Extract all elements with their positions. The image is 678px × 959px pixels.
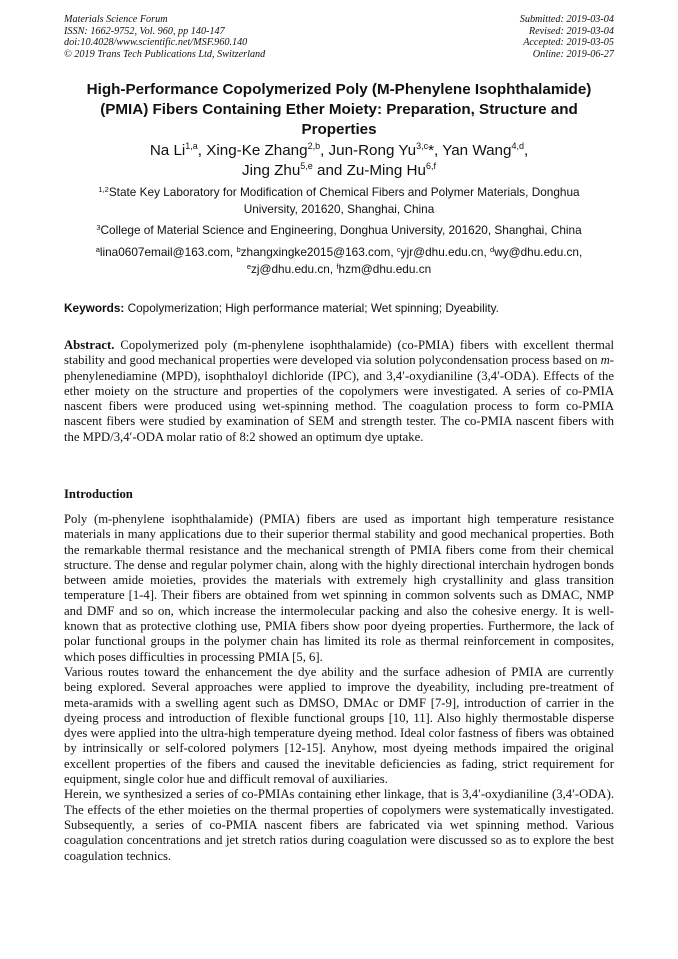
author-marker: 3,c (416, 141, 429, 151)
date-submitted: Submitted: 2019-03-04 (519, 14, 614, 25)
affiliation-marker: 3 (96, 223, 101, 232)
title-line: Properties (301, 121, 377, 138)
author-marker: 5,e (300, 161, 313, 171)
author-name: Na Li (149, 142, 186, 159)
paper-title (64, 80, 614, 140)
email-link[interactable]: yjr@dhu.edu.cn (400, 245, 484, 259)
date-revised: Revised: 2019-03-04 (528, 25, 614, 37)
email-link[interactable]: wy@dhu.edu.cn (494, 245, 579, 259)
author-separator: , (197, 142, 207, 159)
author-separator: , (320, 142, 329, 159)
email-marker: e (246, 261, 251, 271)
affiliation-text: University, 201620, Shanghai, China (243, 201, 435, 216)
affiliation-1 (64, 184, 614, 217)
author-marker: 6,f (425, 161, 436, 171)
author-name: Yan Wang (442, 142, 512, 159)
author-separator: , (523, 142, 529, 159)
author-name: Jun-Rong Yu (328, 142, 417, 159)
section-heading-introduction: Introduction (64, 487, 133, 501)
journal-issn: ISSN: 1662-9752, Vol. 960, pp 140-147 (64, 25, 225, 37)
author-separator: , (434, 142, 443, 159)
author-marker: 2,b (307, 141, 321, 151)
author-line (64, 141, 614, 161)
journal-name: Materials Science Forum (64, 14, 168, 25)
keywords-text: Copolymerization; High performance material; Wet spinning; Dyeability. (124, 301, 499, 315)
affiliation-text: College of Material Science and Engineering, Donghua University, 201620, Shanghai, China (100, 223, 582, 237)
author-name: Xing-Ke Zhang (206, 142, 308, 159)
author-marker: 1,a (185, 141, 198, 151)
date-accepted: Accepted: 2019-03-05 (523, 37, 614, 49)
email-list (64, 244, 614, 277)
affiliation-text: State Key Laboratory for Modification of Chemical Fibers and Polymer Materials, Donghua (108, 185, 580, 199)
author-line (64, 161, 614, 181)
abstract (64, 338, 614, 445)
author-separator: and (312, 162, 347, 179)
date-online: Online: 2019-06-27 (532, 48, 614, 60)
keywords-label: Keywords: (64, 301, 125, 315)
header-right (520, 14, 614, 60)
author-name: Zu-Ming Hu (346, 162, 426, 179)
abstract-text: -phenylenediamine (MPD), isophthaloyl dichloride (IPC), and 3,4′-oxydianiline (3,4′-ODA). Effects of the ether moiety on the structure and properties of the copolymers were investigated. A series of co-PMIA nascent fibers were produced using wet-spinning method. The coagulation process to form co-PMIA nascent fibers were studied by examination of SEM and strength tester. The co-PMIA nascent fibers with the MPD/3,4′-ODA molar ratio of 8:2 showed an optimum dye uptake. (64, 353, 615, 444)
author-list (64, 141, 614, 181)
email-link[interactable]: lina0607email@163.com (99, 245, 230, 259)
email-marker: b (236, 245, 241, 254)
journal-doi: doi:10.4028/www.scientific.net/MSF.960.140 (64, 37, 248, 49)
author-marker: 4,d (511, 141, 524, 151)
paragraph: Poly (m-phenylene isophthalamide) (PMIA) fibers are used as important high temperature resistance materials in many applications due to their superior thermal stability and good mechanical properties. Both the remarkable thermal resistance and the mechanical strength of PMIA fibers come from their chemical structure. The dense and regular polymer chain, along with the highly directional interchain hydrogen bonds between amide moieties, provides the materials with extremely high crystallinity and glass transition temperature [1-4]. Their fibers are obtained from wet spinning in common solvents such as DMAC, NMP and DMF and so on, which increase the intermolecular packing and also the cohesive energy. It is well-known that as protective clothing use, PMIA fibers show poor dyeing properties. Furthermore, the lack of polar functional groups in the polymer chain has limited its role as thermal reinforcement in composites, which poses difficulties in processing PMIA [5, 6]. (64, 512, 614, 664)
affiliation-marker: 1,2 (98, 185, 109, 194)
introduction-body (64, 512, 614, 864)
email-marker: c (396, 245, 401, 254)
keywords (64, 300, 614, 316)
email-marker: f (336, 261, 339, 271)
email-link[interactable]: zhangxingke2015@163.com (240, 245, 391, 259)
email-marker: d (490, 245, 495, 254)
author-name: Jing Zhu (242, 162, 301, 179)
affiliation-2 (64, 222, 614, 239)
abstract-label: Abstract. (64, 338, 115, 352)
email-marker: a (95, 245, 100, 254)
journal-copyright: © 2019 Trans Tech Publications Ltd, Switzerland (64, 48, 266, 60)
title-line: (PMIA) Fibers Containing Ether Moiety: Preparation, Structure and (100, 101, 578, 118)
abstract-paragraph (64, 338, 614, 445)
paragraph: Herein, we synthesized a series of co-PMIAs containing ether linkage, that is 3,4′-oxydianiline (3,4′-ODA). The effects of the ether moieties on the thermal properties of copolymers were systematically investigated. Subsequently, a series of co-PMIA nascent fibers are fabricated via wet spinning method. Various coagulation concentrations and jet stretch ratios during coagulation were discussed so as to explore the best coagulation technics. (64, 787, 614, 863)
abstract-italic: m (600, 353, 610, 368)
email-line: $^a$lina0607email@163.com, $^b$zhangxingke2015@163.com, $^c$yjr@dhu.edu.cn, $^d$wy@dhu.edu.cn, (95, 245, 583, 259)
abstract-text: Copolymerized poly (m-phenylene isophthalamide) (co-PMIA) fibers with excellent thermal stability and good mechanical properties were developed via solution polycondensation process based on (64, 338, 614, 368)
email-link[interactable]: zj@dhu.edu.cn (250, 261, 330, 276)
header-left (64, 14, 265, 60)
email-link[interactable]: hzm@dhu.edu.cn (338, 261, 432, 276)
email-line: $^e$zj@dhu.edu.cn, $^f$hzm@dhu.edu.cn (246, 261, 432, 276)
title-line: High-Performance Copolymerized Poly (M-Phenylene Isophthalamide) (86, 81, 592, 98)
paragraph: Various routes toward the enhancement the dye ability and the surface adhesion of PMIA are currently being explored. Several approaches were applied to improve the dyeability, including pre-treatment of meta-aramids with a swelling agent such as DMSO, DMAc or DMF [7-9], introduction of carrier in the dyeing process and introduction of flexible functional groups [10, 11]. Also highly thermostable disperse dyes were applied into the ultra-high temperature dyeing method. Ideal color fastness of fibers was obtained by intrinsically or self-colored polymers [12-15]. Anyhow, most dyeing methods impaired the original excellent properties of the fibers and caused the inevitable deficiencies as fading, strict requirement for equipment, single color hue and difficult removal of auxiliaries. (64, 664, 614, 787)
corresponding-mark: * (428, 142, 435, 159)
